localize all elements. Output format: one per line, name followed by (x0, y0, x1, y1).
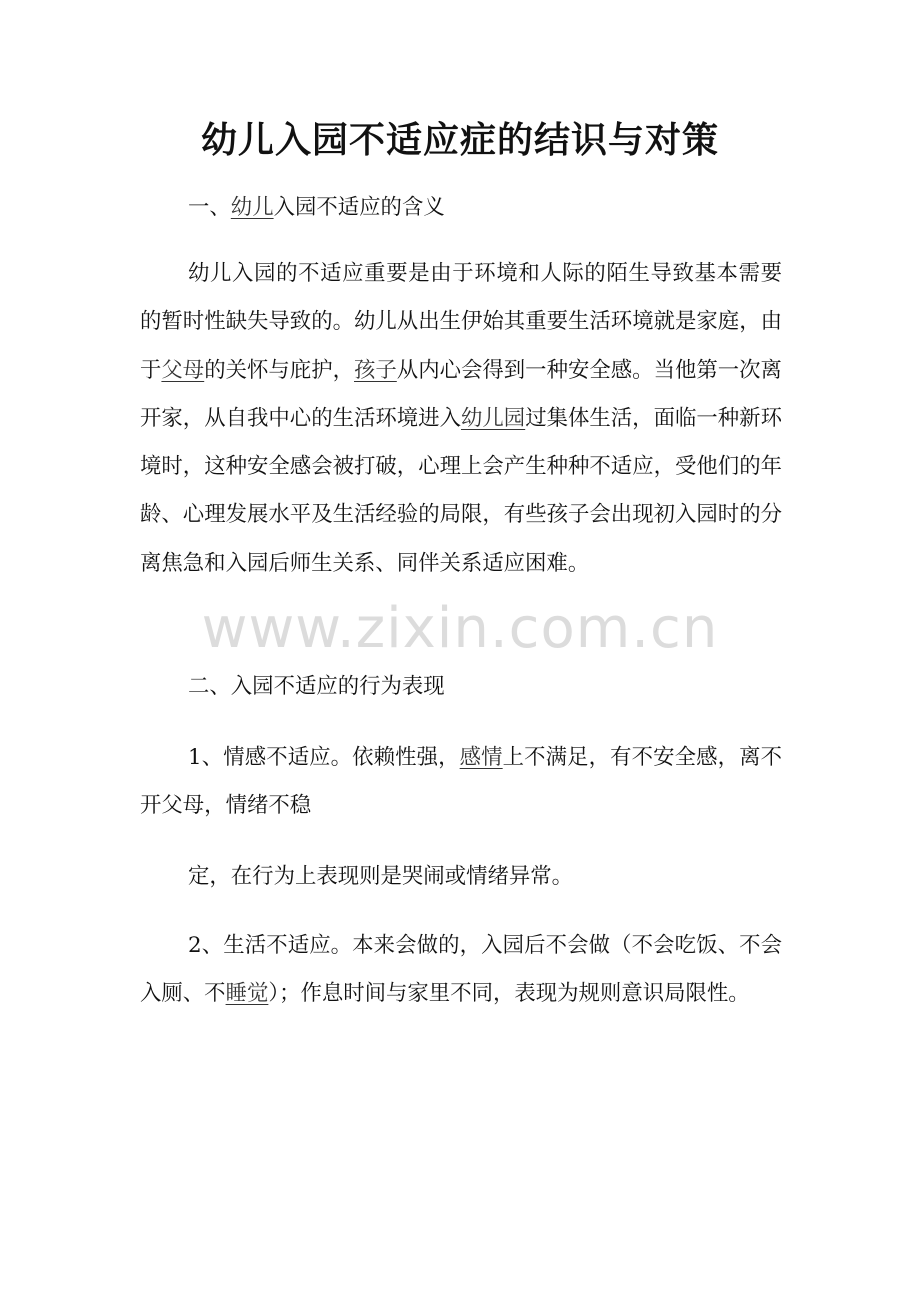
section-heading-1 (140, 184, 782, 232)
list-item-emotional (140, 734, 782, 831)
link-fumu[interactable]: 父母 (161, 357, 205, 383)
section-heading-2: 二、入园不适应的行为表现 (188, 674, 445, 699)
section-heading-1-text: 入园不适应的含义 (273, 195, 445, 220)
link-haizi[interactable]: 孩子 (354, 357, 397, 383)
watermark: www.zixin.com.cn (201, 596, 719, 661)
paragraph-text: 的关怀与庇护， (204, 357, 354, 383)
list-item-text: 2、生活不适应。本来会做的，入园后不会做（不会吃饭、不会入厕、不 (140, 933, 782, 1007)
list-item-emotional-continued: 定，在行为上表现则是哭闹或情绪异常。 (188, 864, 574, 889)
paragraph-text: 幼儿入园的不适应重要是由于环境和人际的陌生导致基本需要的暂时性缺失导致的。幼儿从出生伊始其重要生活环境就是家庭，由于 (140, 261, 782, 383)
list-item-text: ）；作息时间与家里不同，表现为规则意识局限性。 (268, 981, 750, 1007)
list-item-text: 1、情感不适应。依赖性强， (188, 745, 460, 770)
link-ganqing[interactable]: 感情 (459, 745, 503, 770)
list-item-living (140, 922, 782, 1019)
list-item-text: 上不满足，有不安全感，离不开父母，情绪不稳 (140, 745, 782, 819)
link-youeryuan[interactable]: 幼儿园 (460, 405, 526, 431)
link-youer[interactable]: 幼儿 (230, 195, 274, 220)
link-shuijiao[interactable]: 睡觉 (225, 981, 269, 1007)
section-heading-1-prefix: 一、 (188, 195, 231, 220)
paragraph-text: 从内心会得到一种安全感。当他第一次离开家，从自我中心的生活环境进入 (140, 357, 782, 431)
paragraph-text: 过集体生活，面临一种新环境时，这种安全感会被打破，心理上会产生种种不适应，受他们的年龄、心理发展水平及生活经验的局限，有些孩子会出现初入园时的分离焦急和入园后师生关系、同伴关系适应困难。 (140, 405, 782, 576)
paragraph-definition (140, 250, 782, 588)
document-title: 幼儿入园不适应症的结识与对策 (200, 119, 719, 161)
